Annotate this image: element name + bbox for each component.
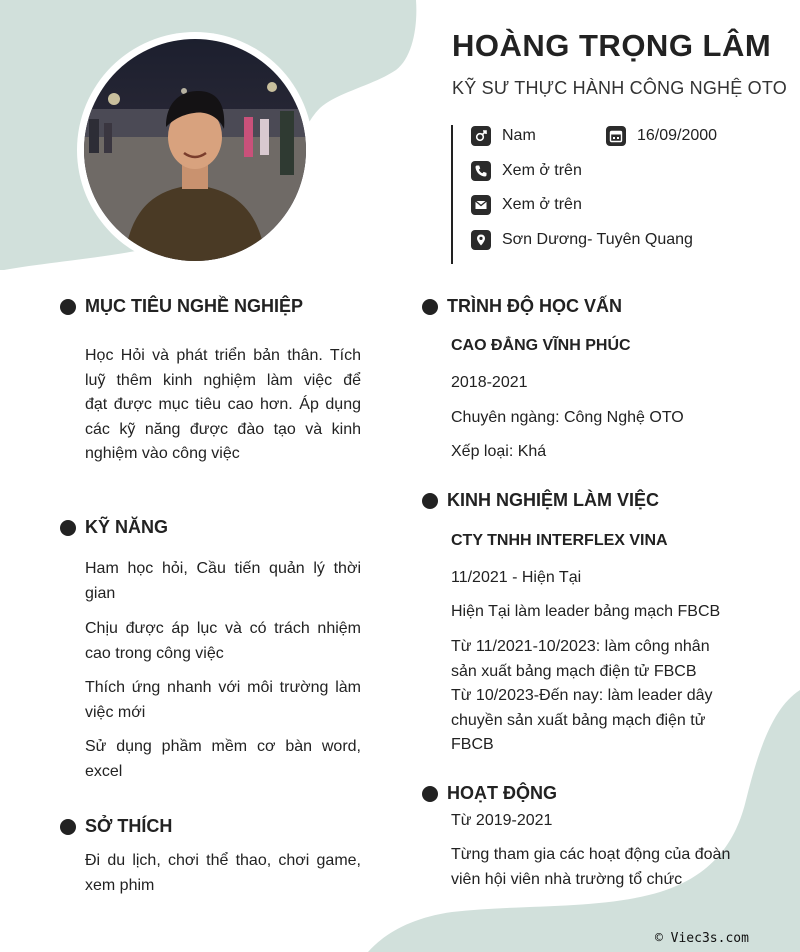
calendar-icon (606, 126, 626, 146)
birthdate-value: 16/09/2000 (637, 127, 718, 144)
education-period: 2018-2021 (451, 374, 528, 391)
phone-value: Xem ở trên (502, 162, 582, 179)
skills-heading (60, 517, 168, 538)
education-school: CAO ĐẲNG VĨNH PHÚC (451, 337, 631, 354)
skill-line: việc mới (85, 703, 146, 721)
experience-line: chuyền sản xuất bảng mạch điện tử (451, 711, 706, 729)
footer-credit: © Viec3s.com (655, 931, 749, 946)
skill-line: excel (85, 762, 123, 780)
hobbies-line: Đi du lịch, chơi thể thao, chơi game, (85, 852, 361, 869)
email-value: Xem ở trên (502, 196, 582, 213)
skill-item (85, 617, 361, 666)
contact-address (471, 230, 693, 250)
profile-photo (84, 39, 306, 261)
education-major: Chuyên ngàng: Công Nghệ OTO (451, 409, 684, 426)
objective-line: các kỹ năng được đào tạo và kinh (85, 420, 361, 438)
contact-birthdate (606, 126, 717, 146)
education-rank: Xếp loại: Khá (451, 443, 547, 460)
candidate-name: HOÀNG TRỌNG LÂM (452, 28, 772, 63)
activities-line: viên hội viên nhà trường tổ chức (451, 870, 683, 888)
objective-text (85, 344, 361, 467)
activities-title: HOẠT ĐỘNG (447, 783, 557, 803)
experience-heading (422, 490, 659, 511)
skill-line: Ham học hỏi, Cầu tiến quản lý thời (85, 560, 361, 577)
skill-item (85, 676, 361, 725)
education-heading (422, 296, 622, 317)
contact-email (471, 195, 582, 215)
location-pin-icon (471, 230, 491, 250)
skill-item (85, 735, 361, 784)
activities-line: Từng tham gia các hoạt động của đoàn (451, 846, 731, 863)
activities-period: Từ 2019-2021 (451, 812, 553, 829)
hobbies-text (85, 849, 361, 898)
objective-heading (60, 296, 303, 317)
contact-divider (451, 125, 453, 264)
profile-photo-frame (77, 32, 313, 268)
objective-line: luỹ thêm kinh nghiệm làm việc để (85, 371, 361, 389)
experience-role: Hiện Tại làm leader bảng mạch FBCB (451, 603, 721, 620)
skills-title: KỸ NĂNG (85, 517, 169, 537)
bullet-dot (60, 520, 76, 536)
skill-line: Chịu được áp lục và có trách nhiệm (85, 620, 361, 637)
gender-value: Nam (502, 127, 536, 144)
activities-heading (422, 783, 557, 804)
bullet-dot (422, 786, 438, 802)
phone-icon (471, 161, 491, 181)
objective-line: Học Hỏi và phát triển bản thân. Tích (85, 347, 361, 364)
experience-line: sản xuất bảng mạch điện tử FBCB (451, 662, 697, 680)
objective-line: đạt được mục tiêu cao hơn. Áp dụng (85, 396, 361, 413)
bullet-dot (60, 819, 76, 835)
bullet-dot (422, 299, 438, 315)
hobbies-line: xem phim (85, 876, 155, 894)
skill-line: cao trong công việc (85, 644, 224, 662)
email-icon (471, 195, 491, 215)
experience-period: 11/2021 - Hiện Tại (451, 569, 582, 586)
experience-title: KINH NGHIỆM LÀM VIỆC (447, 490, 660, 510)
activities-text (451, 843, 751, 892)
gender-icon (471, 126, 491, 146)
experience-line: Từ 10/2023-Đến nay: làm leader dây (451, 687, 713, 704)
skill-line: Thích ứng nhanh với môi trường làm (85, 679, 361, 696)
hobbies-title: SỞ THÍCH (85, 816, 173, 836)
bullet-dot (60, 299, 76, 315)
skill-line: Sử dụng phầm mềm cơ bàn word, (85, 738, 361, 755)
experience-line: FBCB (451, 736, 494, 753)
skill-item (85, 557, 361, 606)
contact-gender (471, 126, 536, 146)
job-title: KỸ SƯ THỰC HÀNH CÔNG NGHỆ OTO (452, 78, 787, 98)
education-title: TRÌNH ĐỘ HỌC VẤN (447, 296, 622, 316)
objective-line: nghiệm vào công việc (85, 445, 240, 462)
address-value: Sơn Dương- Tuyên Quang (502, 231, 693, 248)
experience-details (451, 635, 741, 758)
skill-line: gian (85, 584, 116, 602)
objective-title: MỤC TIÊU NGHỀ NGHIỆP (85, 296, 304, 316)
contact-phone (471, 161, 582, 181)
hobbies-heading (60, 816, 172, 837)
profile-photo-illustration (84, 39, 306, 261)
experience-line: Từ 11/2021-10/2023: làm công nhân (451, 638, 710, 655)
experience-company: CTY TNHH INTERFLEX VINA (451, 532, 668, 549)
bullet-dot (422, 493, 438, 509)
